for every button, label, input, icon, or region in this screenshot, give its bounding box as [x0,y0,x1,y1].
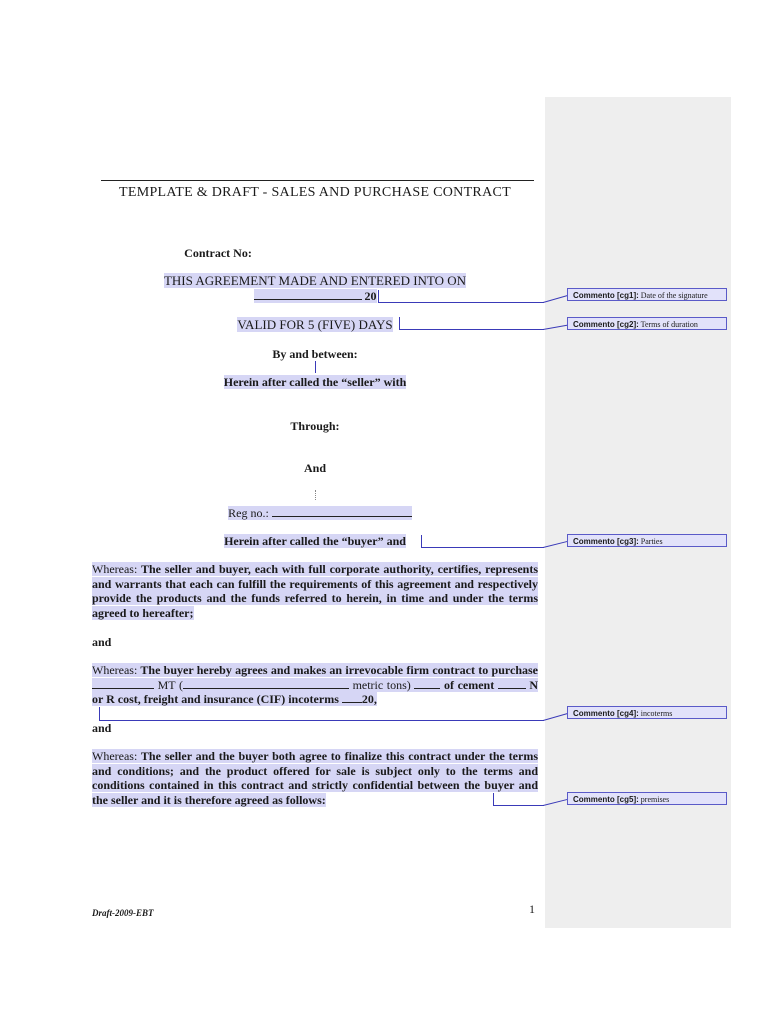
comment-cg1[interactable]: Commento [cg1]: Date of the signature [567,288,727,301]
and-2: and [92,721,112,735]
agreement-date-line[interactable]: 20 [92,289,538,304]
reg-no-line[interactable]: Reg no.: [120,506,520,521]
buyer-line[interactable]: Herein after called the “buyer” and [224,534,406,548]
comment-cg5[interactable]: Commento [cg5]: premises [567,792,727,805]
comment-cg3[interactable]: Commento [cg3]: Parties [567,534,727,547]
whereas-paragraph-1[interactable]: Whereas: The seller and buyer, each with full corporate authority, certifies, represents and warrants that each can fulfill the requirements of this agreement and respectively provide the products and the funds referred to herein, in time and under the terms agreed to hereafter; [92,562,538,620]
text-cursor [315,361,316,373]
and-1: and [92,635,112,649]
document-title: TEMPLATE & DRAFT - SALES AND PURCHASE CONTRACT [119,185,511,200]
agreement-line[interactable]: THIS AGREEMENT MADE AND ENTERED INTO ON [163,273,467,288]
whereas-paragraph-2[interactable]: Whereas: The buyer hereby agrees and makes an irrevocable firm contract to purchase MT ( metric tons) of cement N or R cost, freight and insurance (CIF) incoterms 20, [92,663,539,706]
and-center: And [303,461,326,475]
comment-anchor-cg1 [378,290,544,303]
by-and-between: By and between: [272,347,358,361]
comment-cg4[interactable]: Commento [cg4]: incoterms [567,706,727,719]
comment-anchor-cg5 [493,793,544,806]
seller-line[interactable]: Herein after called the “seller” with [223,375,407,389]
text-cursor-2 [315,490,316,500]
contract-no-label: Contract No: [184,246,252,260]
footer-draft-label: Draft-2009-EBT [92,908,154,918]
comment-anchor-cg3 [421,535,544,548]
comment-anchor-cg2 [399,317,544,330]
whereas-paragraph-3[interactable]: Whereas: The seller and the buyer both agree to finalize this contract under the terms and conditions; and the product offered for sale is subject only to the terms and conditions contained in this contract and strictly confidential between the buyer and the seller and it is therefore agreed as follows: [92,749,538,807]
through-label: Through: [290,419,340,433]
comment-cg2[interactable]: Commento [cg2]: Terms of duration [567,317,727,330]
comment-anchor-cg4 [99,707,544,721]
title-rule [101,180,534,181]
valid-for-line[interactable]: VALID FOR 5 (FIVE) DAYS [237,317,393,332]
page-number: 1 [529,902,535,916]
